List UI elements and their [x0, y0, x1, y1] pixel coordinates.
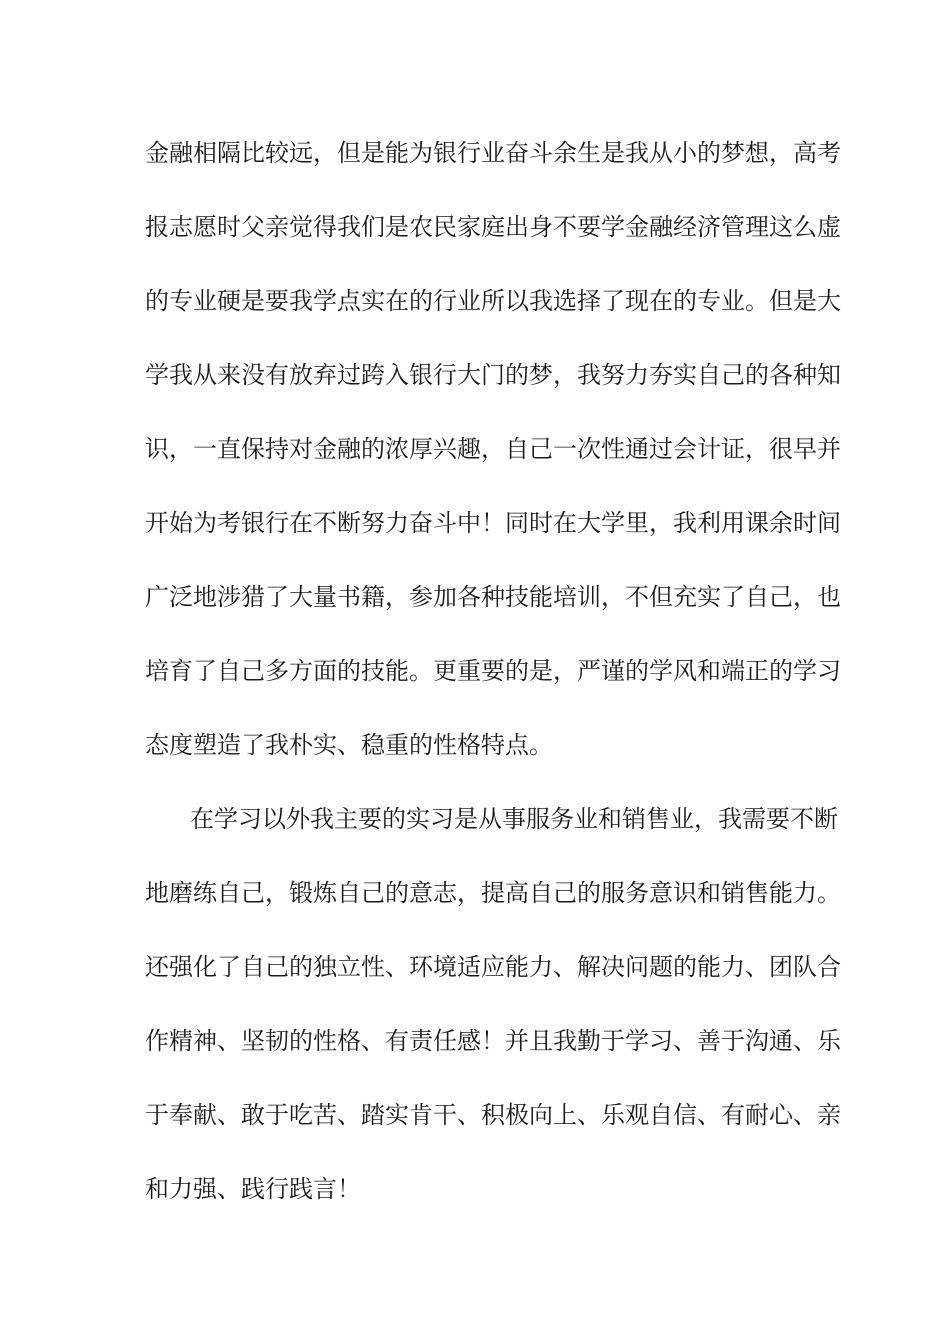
paragraph-line: 和力强、践行践言！	[145, 1175, 361, 1203]
paragraph-line: 培育了自己多方面的技能。更重要的是，严谨的学风和端正的学习	[145, 657, 841, 685]
paragraph-line: 广泛地涉猎了大量书籍，参加各种技能培训，不但充实了自己，也	[145, 583, 841, 611]
paragraph-line: 态度塑造了我朴实、稳重的性格特点。	[145, 731, 553, 759]
paragraph-line: 作精神、坚韧的性格、有责任感！并且我勤于学习、善于沟通、乐	[145, 1027, 841, 1055]
paragraph-line: 的专业硬是要我学点实在的行业所以我选择了现在的专业。但是大	[145, 287, 841, 315]
paragraph-line: 报志愿时父亲觉得我们是农民家庭出身不要学金融经济管理这么虚	[145, 213, 841, 241]
paragraph-line: 地磨练自己，锻炼自己的意志，提高自己的服务意识和销售能力。	[145, 879, 841, 907]
paragraph-line: 在学习以外我主要的实习是从事服务业和销售业，我需要不断	[190, 805, 838, 833]
paragraph-line: 还强化了自己的独立性、环境适应能力、解决问题的能力、团队合	[145, 953, 841, 981]
paragraph-line: 学我从来没有放弃过跨入银行大门的梦，我努力夯实自己的各种知	[145, 361, 841, 389]
paragraph-line: 金融相隔比较远，但是能为银行业奋斗余生是我从小的梦想，高考	[145, 139, 841, 167]
paragraph-line: 于奉献、敢于吃苦、踏实肯干、积极向上、乐观自信、有耐心、亲	[145, 1101, 841, 1129]
paragraph-line: 识，一直保持对金融的浓厚兴趣，自己一次性通过会计证，很早并	[145, 435, 841, 463]
paragraph-line: 开始为考银行在不断努力奋斗中！同时在大学里，我利用课余时间	[145, 509, 841, 537]
